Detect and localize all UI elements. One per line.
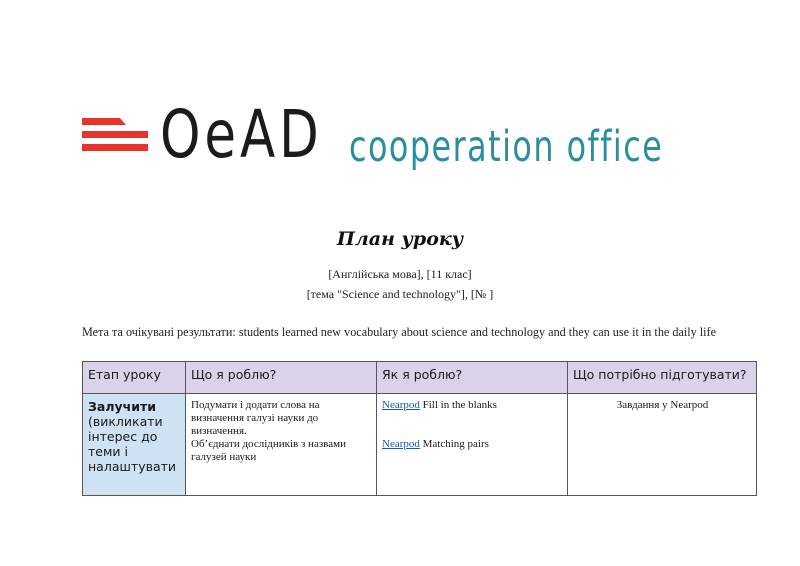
goal-text: students learned new vocabulary about science and technology and they can use it in the daily life bbox=[238, 325, 717, 339]
how-cell bbox=[377, 394, 568, 496]
how-item-text: Fill in the blanks bbox=[422, 399, 497, 411]
logo-brand-text: OeAD bbox=[160, 96, 323, 173]
how-item bbox=[382, 438, 563, 451]
stage-cell bbox=[83, 394, 186, 496]
stage-description: (викликати інтерес до теми і налаштувати bbox=[88, 414, 177, 474]
logo-subtitle: cooperation office bbox=[349, 122, 664, 172]
how-item-text: Matching pairs bbox=[422, 438, 489, 450]
document-topic-line: [тема "Science and technology"], [№ ] bbox=[306, 287, 494, 301]
document-subject-line: [Англійська мова], [11 клас] bbox=[328, 267, 472, 281]
spacer bbox=[382, 412, 563, 438]
stage-name: Залучити bbox=[88, 399, 156, 414]
oead-logo bbox=[82, 96, 782, 174]
document-title: План уроку bbox=[336, 228, 464, 250]
lesson-plan-table bbox=[82, 361, 757, 496]
lesson-goal bbox=[82, 325, 762, 339]
header-stage: Етап уроку bbox=[83, 362, 186, 394]
oead-flag-mark-icon bbox=[82, 118, 148, 162]
header-how: Як я роблю? bbox=[377, 362, 568, 394]
prepare-cell: Завдання у Nearpod bbox=[568, 394, 757, 496]
table-header-row bbox=[83, 362, 757, 394]
header-what: Що я роблю? bbox=[186, 362, 377, 394]
nearpod-link[interactable]: Nearpod bbox=[382, 399, 420, 411]
how-item bbox=[382, 399, 563, 412]
goal-label: Мета та очікувані результати: bbox=[82, 325, 236, 339]
what-step-1: Подумати і додати слова на визначення галузі науки до визначення. bbox=[191, 399, 320, 437]
header-prepare: Що потрібно підготувати? bbox=[568, 362, 757, 394]
table-row bbox=[83, 394, 757, 496]
nearpod-link[interactable]: Nearpod bbox=[382, 438, 420, 450]
what-cell bbox=[186, 394, 377, 496]
what-step-2: Об’єднати дослідників з назвами галузей науки bbox=[191, 438, 346, 463]
